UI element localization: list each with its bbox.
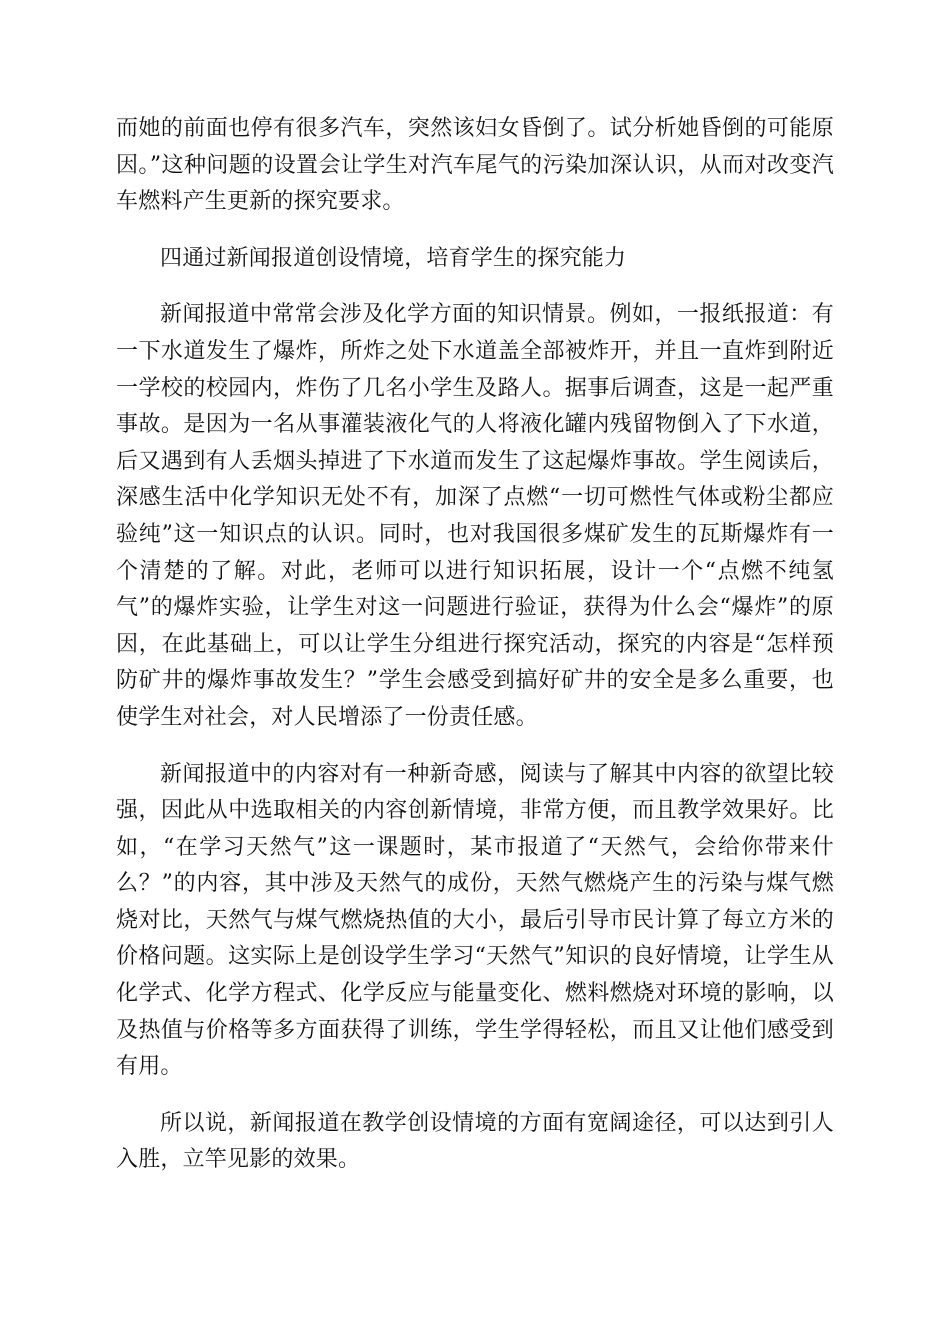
paragraph-natural-gas: 新闻报道中的内容对有一种新奇感，阅读与了解其中内容的欲望比较强，因此从中选取相关的内容创新情境，非常方便，而且教学效果好。比如，“在学习天然气”这一课题时，某市报道了“天然气，会给你带来什么？”的内容，其中涉及天然气的成份，天然气燃烧产生的污染与煤气燃烧对比，天然气与煤气燃烧热值的大小，最后引导市民计算了每立方米的价格问题。这实际上是创设学生学习“天然气”知识的良好情境，让学生从化学式、化学方程式、化学反应与能量变化、燃料燃烧对环境的影响，以及热值与价格等多方面获得了训练，学生学得轻松，而且又让他们感受到有用。 <box>116 761 834 1080</box>
paragraph-news-example: 新闻报道中常常会涉及化学方面的知识情景。例如，一报纸报道：有一下水道发生了爆炸，所炸之处下水道盖全部被炸开，并且一直炸到附近一学校的校园内，炸伤了几名小学生及路人。据事后调查，这是一起严重事故。是因为一名从事灌装液化气的人将液化罐内残留物倒入了下水道，后又遇到有人丢烟头掉进了下水道而发生了这起爆炸事故。学生阅读后，深感生活中化学知识无处不有，加深了点燃“一切可燃性气体或粉尘都应验纯”这一知识点的认识。同时，也对我国很多煤矿发生的瓦斯爆炸有一个清楚的了解。对此，老师可以进行知识拓展，设计一个“点燃不纯氢气”的爆炸实验，让学生对这一问题进行验证，获得为什么会“爆炸”的原因，在此基础上，可以让学生分组进行探究活动，探究的内容是“怎样预防矿井的爆炸事故发生？”学生会感受到搞好矿井的安全是多么重要，也使学生对社会，对人民增添了一份责任感。 <box>116 302 834 730</box>
document-body <box>116 111 834 1199</box>
paragraph-continuation: 而她的前面也停有很多汽车，突然该妇女昏倒了。试分析她昏倒的可能原因。”这种问题的设置会让学生对汽车尾气的污染加深认识，从而对改变汽车燃料产生更新的探究要求。 <box>116 116 834 215</box>
paragraph-conclusion: 所以说，新闻报道在教学创设情境的方面有宽阔途径，可以达到引人入胜，立竿见影的效果。 <box>116 1110 834 1173</box>
section-heading: 四通过新闻报道创设情境，培育学生的探究能力 <box>160 245 627 271</box>
